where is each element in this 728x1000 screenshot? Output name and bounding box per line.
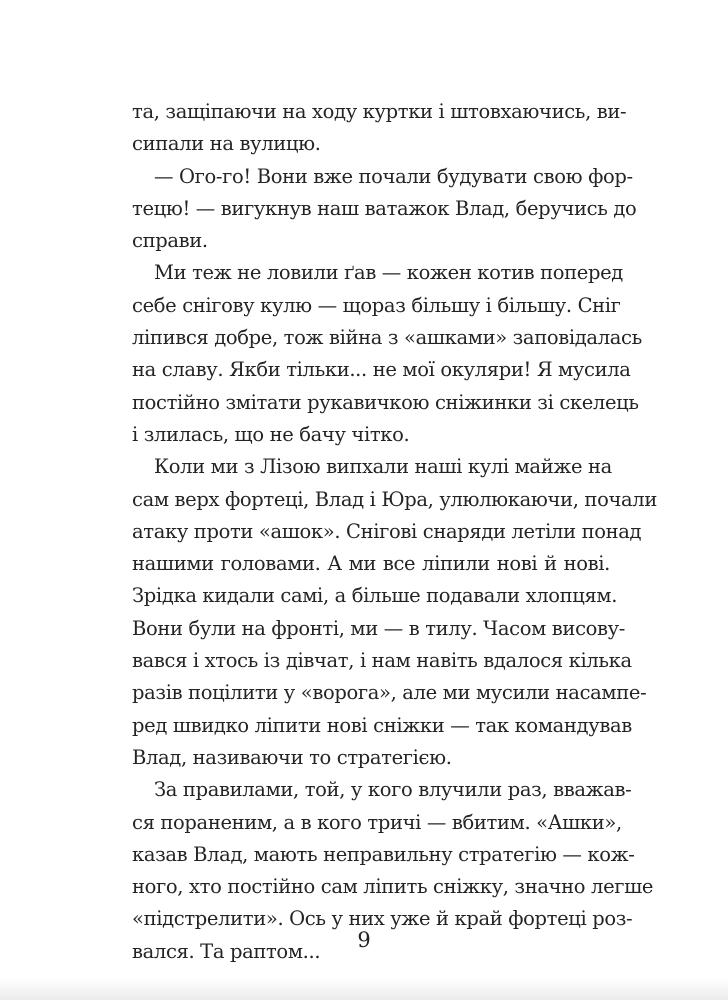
text-line: ного, хто постійно сам ліпить сніжку, значно легше <box>132 875 654 899</box>
text-line: Зрідка кидали самі, а більше подавали хлопцям. <box>132 584 618 608</box>
text-line: тецю! — вигукнув наш ватажок Влад, беручись до <box>132 196 637 220</box>
text-line: разів поцілити у «ворога», але ми мусили насампе- <box>132 681 647 705</box>
text-line: і злилась, що не бачу чітко. <box>132 422 410 446</box>
text-line: сам верх фортеці, Влад і Юра, улюлюкаючи, почали <box>132 487 657 511</box>
text-line: атаку проти «ашок». Снігові снаряди летіли понад <box>132 519 642 543</box>
text-line: вался. Та раптом... <box>132 939 321 963</box>
text-line: ся пораненим, а в кого тричі — вбитим. «Ашки», <box>132 810 622 834</box>
text-line: Коли ми з Лізою випхали наші кулі майже на <box>154 455 612 479</box>
text-line: постійно змітати рукавичкою сніжинки зі скелець <box>132 390 639 414</box>
text-line: — Ого-го! Вони вже почали будувати свою фор- <box>154 164 633 188</box>
text-line: та, защіпаючи на ходу куртки і штовхаючись, ви- <box>132 100 627 123</box>
text-line: казав Влад, мають неправильну стратегію — кож- <box>132 842 635 866</box>
body-text <box>132 96 657 968</box>
text-line: вався і хтось із дівчат, і нам навіть вдалося кілька <box>132 649 632 673</box>
text-line: «підстрелити». Ось у них уже й край фортеці роз- <box>132 907 633 931</box>
text-line: За правилами, той, у кого влучили раз, вважав- <box>154 778 632 802</box>
text-line: сипали на вулицю. <box>132 132 321 156</box>
page-number: 9 <box>357 928 371 952</box>
text-line: себе снігову кулю — щораз більшу і більшу. Сніг <box>132 293 621 317</box>
text-line: на славу. Якби тільки... не мої окуляри! Я мусила <box>132 358 631 382</box>
text-line: Влад, називаючи то стратегією. <box>132 745 452 769</box>
page-bottom-shadow <box>0 978 728 1000</box>
text-line: ліпився добре, тож війна з «ашками» заповідалась <box>132 326 642 350</box>
text-line: Вони були на фронті, ми — в тилу. Часом висову- <box>132 616 626 640</box>
text-line: ред швидко ліпити нові сніжки — так командував <box>132 713 632 737</box>
text-line: нашими головами. А ми все ліпили нові й нові. <box>132 552 610 576</box>
text-line: Ми теж не ловили ґав — кожен котив поперед <box>154 261 623 285</box>
text-line: справи. <box>132 229 208 253</box>
